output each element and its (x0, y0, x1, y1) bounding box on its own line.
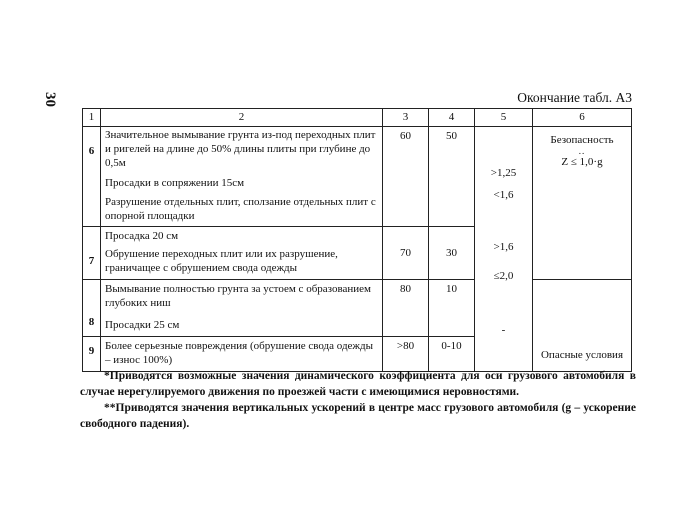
row-9-value-3: >80 (396, 340, 415, 352)
footnote-1: *Приводятся возможные значения динамического коэффициента для оси грузового автомобиля в случае нерегулируемого движения по проезжей части с имеющимися неровностями. (80, 370, 636, 399)
row-6-value-4: 50 (446, 130, 457, 142)
header-col-1: 1 (83, 109, 101, 127)
safety-dots: .. (578, 146, 586, 157)
row-6-description (101, 127, 383, 227)
table-row (83, 127, 632, 227)
row-7-value-3: 70 (400, 246, 411, 259)
danger-cell (533, 279, 632, 371)
row-9-value-5: - (501, 324, 506, 336)
row-7-value-5: >1,6 (493, 240, 514, 253)
safety-title: Безопасность (550, 134, 614, 146)
row-9-description (101, 337, 383, 372)
table-a3 (82, 108, 632, 372)
row-8-text-2: Просадки 25 см (105, 319, 180, 332)
row-number (83, 226, 101, 279)
row-7-text-2: Обрушение переходных плит или их разрушение, граничащее с обрушением свода одежды (105, 248, 338, 274)
safety-formula: Z ≤ 1,0·g (561, 156, 603, 169)
page-number: 30 (42, 92, 58, 107)
row-6-text-3: Разрушение отдельных плит, сползание отдельных плит с опорной площадки (105, 196, 376, 222)
row-9-number: 9 (88, 345, 95, 357)
row-8-text-1: Вымывание полностью грунта за устоем с образованием глубоких ниш (105, 282, 371, 309)
row-9-value-4: 0-10 (441, 340, 462, 352)
row-8-value-4: 10 (446, 282, 457, 295)
header-col-2: 2 (101, 109, 383, 127)
row-7-col-3 (383, 226, 429, 279)
header-row (83, 109, 632, 127)
header-col-5: 5 (475, 109, 533, 127)
row-7-value-4: 30 (446, 246, 457, 259)
col-5-merged (475, 127, 533, 372)
row-7-col-4 (429, 226, 475, 279)
row-8-number: 8 (88, 315, 95, 328)
row-number (83, 337, 101, 372)
row-number (83, 279, 101, 336)
row-6-number: 6 (88, 145, 95, 157)
row-9-col-4 (429, 337, 475, 372)
row-7-number: 7 (88, 254, 95, 267)
row-6-text-1: Значительное вымывание грунта из-под переходных плит и ригелей на длине до 50% длины плиты при глубине до 0,5м (105, 129, 376, 169)
row-8-value-5: ≤2,0 (493, 270, 514, 283)
row-number (83, 127, 101, 227)
header-col-4: 4 (429, 109, 475, 127)
row-8-col-3 (383, 279, 429, 336)
row-8-col-4 (429, 279, 475, 336)
row-9-text-1: Более серьезные повреждения (обрушение свода одежды – износ 100%) (105, 340, 374, 366)
row-7-text-1: Просадка 20 см (105, 229, 179, 242)
footnotes (80, 368, 636, 432)
row-9-col-3 (383, 337, 429, 372)
row-8-value-3: 80 (400, 282, 411, 295)
table-caption: Окончание табл. А3 (517, 90, 632, 105)
header-col-6: 6 (533, 109, 632, 127)
safety-cell (533, 127, 632, 280)
row-6-value-5a: >1,25 (490, 167, 517, 179)
row-8-description (101, 279, 383, 336)
row-6-value-3: 60 (400, 130, 411, 142)
danger-label: Опасные условия (540, 348, 624, 361)
header-col-3: 3 (383, 109, 429, 127)
row-6-col-3 (383, 127, 429, 227)
row-6-col-4 (429, 127, 475, 227)
table-row (83, 279, 632, 336)
footnote-2: **Приводятся значения вертикальных ускорений в центре масс грузового автомобиля (g – ускорение свободного падения). (80, 402, 636, 431)
row-7-description (101, 226, 383, 279)
row-6-value-5b: <1,6 (493, 188, 514, 201)
row-6-text-2: Просадки в сопряжении 15см (105, 177, 245, 190)
